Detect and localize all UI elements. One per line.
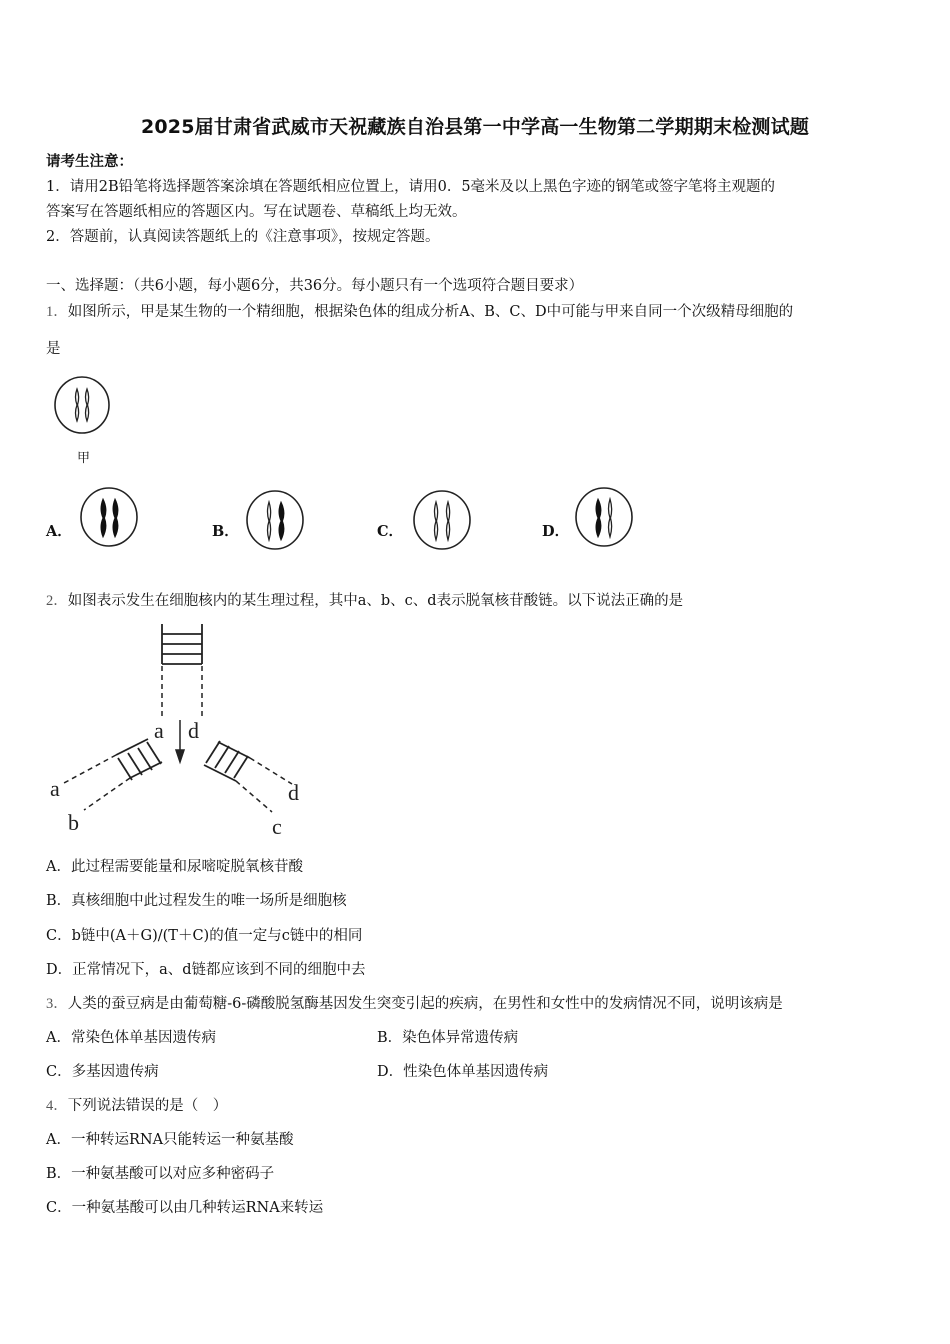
q4-option-b[interactable]: B．一种氨基酸可以对应多种密码子 bbox=[46, 1166, 275, 1182]
label-a-left: a bbox=[50, 776, 60, 801]
q3-option-a[interactable]: A．常染色体单基因遗传病 bbox=[46, 1030, 216, 1046]
figure-jia-cell bbox=[52, 375, 112, 437]
label-d-right: d bbox=[288, 780, 299, 805]
label-a-top: a bbox=[154, 718, 164, 743]
direction-arrow-icon bbox=[176, 720, 184, 762]
notice-heading: 请考生注意： bbox=[46, 153, 133, 170]
notice-item-1-line-2: 答案写在答题纸相应的答题区内。写在试题卷、草稿纸上均无效。 bbox=[46, 204, 467, 220]
q2-option-c[interactable]: C．b链中(A＋G)/(T＋C)的值一定与c链中的相同 bbox=[46, 928, 363, 944]
section-heading: 一、选择题：（共6小题，每小题6分，共36分。每小题只有一个选项符合题目要求） bbox=[46, 278, 584, 294]
question-4 bbox=[46, 1096, 227, 1116]
q1-option-b-cell bbox=[245, 490, 305, 552]
q2-option-a[interactable]: A．此过程需要能量和尿嘧啶脱氧核苷酸 bbox=[46, 859, 303, 875]
question-3-number: 3． bbox=[46, 996, 68, 1012]
question-1-text: 如图所示，甲是某生物的一个精细胞，根据染色体的组成分析A、B、C、D中可能与甲来自同一个次级精母细胞的 bbox=[67, 304, 794, 320]
q1-option-d-label[interactable]: D． bbox=[542, 523, 570, 540]
q1-option-d-cell bbox=[574, 487, 634, 549]
q3-option-b[interactable]: B．染色体异常遗传病 bbox=[377, 1030, 519, 1046]
question-3 bbox=[46, 994, 783, 1014]
question-3-text: 人类的蚕豆病是由葡萄糖-6-磷酸脱氢酶基因发生突变引起的疾病，在男性和女性中的发病情况不同，说明该病是 bbox=[67, 996, 783, 1012]
right-double-helix bbox=[204, 741, 250, 781]
left-double-helix bbox=[116, 739, 162, 780]
question-1-text-continued: 是 bbox=[46, 341, 61, 357]
question-4-text: 下列说法错误的是（ ） bbox=[67, 1098, 228, 1114]
question-1-number: 1． bbox=[46, 304, 68, 320]
q2-option-d[interactable]: D．正常情况下，a、d链都应该到不同的细胞中去 bbox=[46, 962, 366, 978]
label-c-right: c bbox=[272, 814, 282, 839]
label-b-left: b bbox=[68, 810, 79, 835]
q1-option-a-cell bbox=[79, 487, 139, 549]
q1-option-a-label[interactable]: A． bbox=[46, 523, 72, 540]
notice-item-1-line-1: 1．请用2B铅笔将选择题答案涂填在答题纸相应位置上，请用0．5毫米及以上黑色字迹的钢笔或签字笔将主观题的 bbox=[46, 179, 776, 195]
q4-option-a[interactable]: A．一种转运RNA只能转运一种氨基酸 bbox=[46, 1132, 294, 1148]
q3-option-c[interactable]: C．多基因遗传病 bbox=[46, 1064, 159, 1080]
q1-option-c-cell bbox=[412, 490, 472, 552]
q1-option-b-label[interactable]: B． bbox=[212, 523, 239, 540]
page-title: 2025届甘肃省武威市天祝藏族自治县第一中学高一生物第二学期期末检测试题 bbox=[140, 116, 810, 138]
label-d-top: d bbox=[188, 718, 199, 743]
dna-replication-figure bbox=[44, 620, 306, 840]
notice-item-2: 2．答题前，认真阅读答题纸上的《注意事项》，按规定答题。 bbox=[46, 229, 440, 245]
question-4-number: 4． bbox=[46, 1098, 68, 1114]
question-2 bbox=[46, 591, 683, 611]
question-1 bbox=[46, 302, 793, 322]
figure-jia-label: 甲 bbox=[77, 451, 91, 466]
q3-option-d[interactable]: D．性染色体单基因遗传病 bbox=[377, 1064, 549, 1080]
q4-option-c[interactable]: C．一种氨基酸可以由几种转运RNA来转运 bbox=[46, 1200, 324, 1216]
question-2-text: 如图表示发生在细胞核内的某生理过程，其中a、b、c、d表示脱氧核苷酸链。以下说法正确的是 bbox=[67, 593, 684, 609]
top-double-helix bbox=[162, 624, 202, 664]
q1-option-c-label[interactable]: C． bbox=[377, 523, 404, 540]
q2-option-b[interactable]: B．真核细胞中此过程发生的唯一场所是细胞核 bbox=[46, 893, 347, 909]
question-2-number: 2． bbox=[46, 593, 68, 609]
